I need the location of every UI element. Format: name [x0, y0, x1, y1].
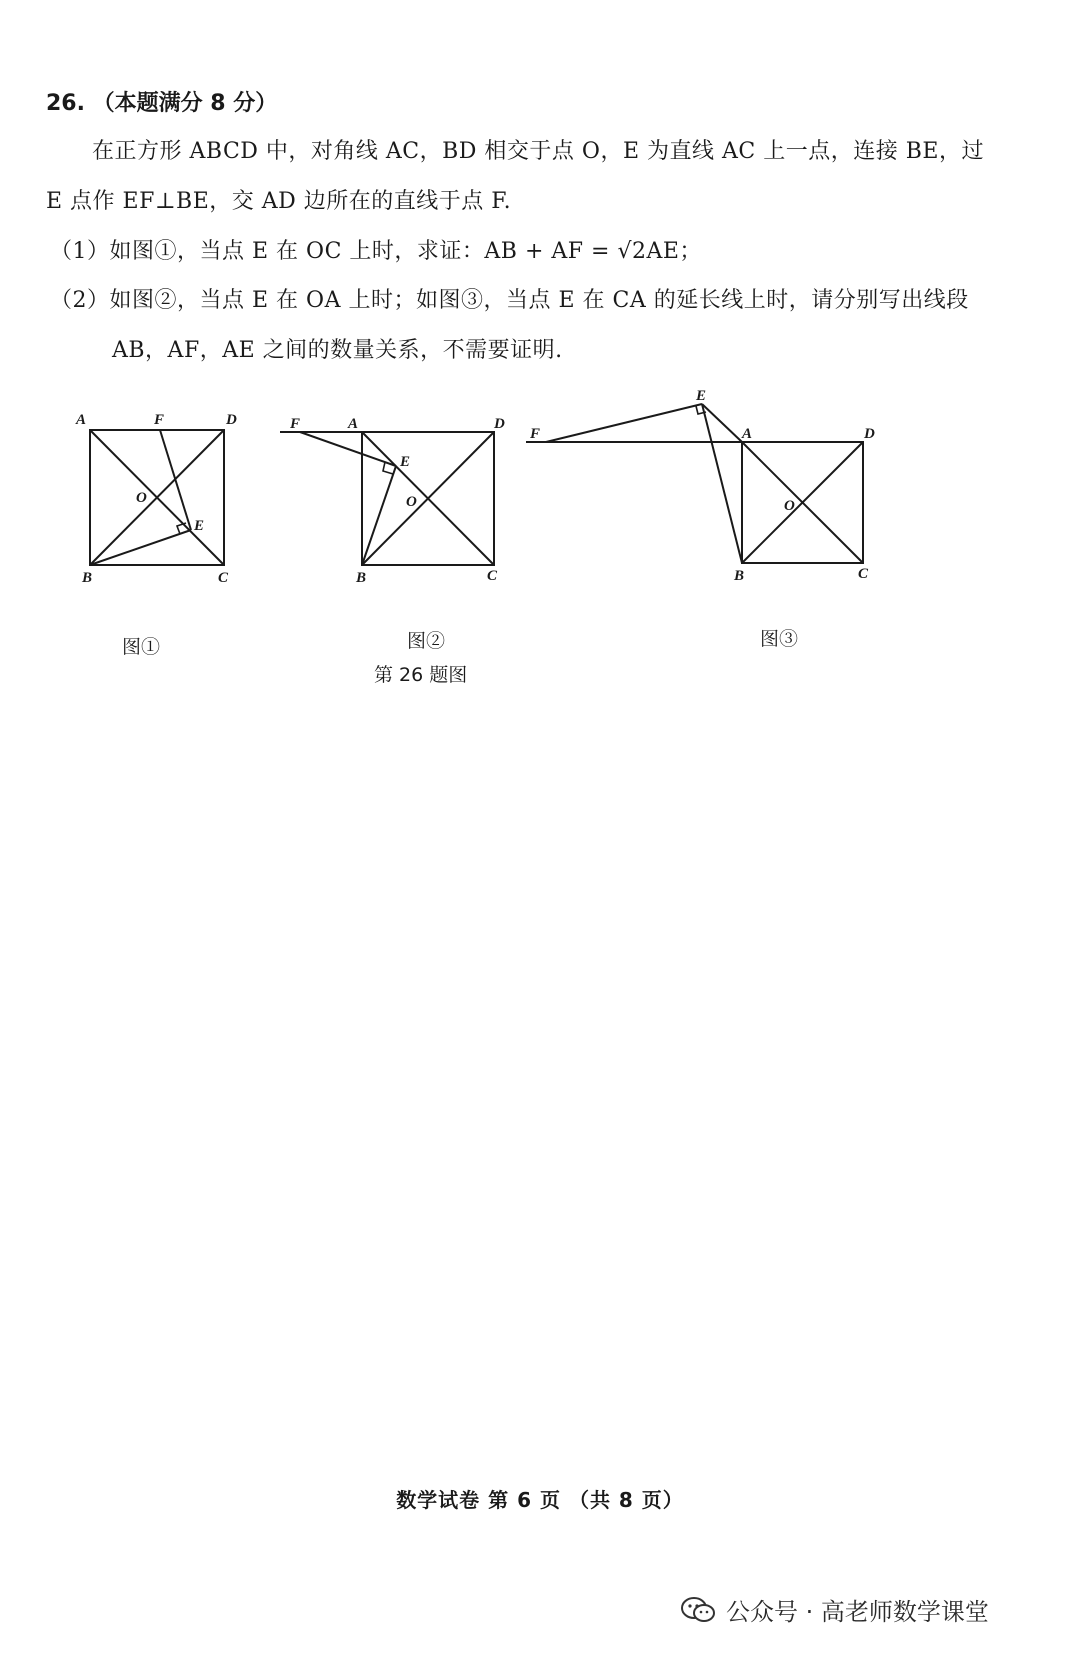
fig3-label-c: C [858, 566, 869, 582]
fig2-label-b: B [356, 570, 367, 586]
fig3-line-ca-extension [702, 404, 742, 442]
fig1-label-b: B [82, 570, 93, 586]
question-stem-line1: 在正方形 ABCD 中，对角线 AC，BD 相交于点 O，E 为直线 AC 上一点，连接 BE，过 [92, 139, 984, 164]
question-heading: 26. （本题满分 8 分） [46, 91, 278, 116]
figures-diagram [0, 370, 1080, 610]
fig2-label-a: A [348, 416, 359, 432]
fig3-segment-eb [702, 404, 742, 563]
fig3-label-a: A [742, 426, 753, 442]
fig1-label-e: E [194, 518, 205, 534]
question-part2-line1: （2）如图②，当点 E 在 OA 上时；如图③，当点 E 在 CA 的延长线上时，请分别写出线段 [50, 288, 969, 313]
fig1-label-a: A [76, 412, 87, 428]
page-footer: 数学试卷 第 6 页 （共 8 页） [396, 1488, 684, 1512]
fig3-label-b: B [734, 568, 745, 584]
figure-3 [526, 388, 875, 584]
fig1-label-o: O [136, 490, 147, 506]
fig1-segment-be [90, 530, 191, 565]
figure-1 [75, 412, 237, 586]
fig2-segment-fe [300, 432, 396, 466]
fig1-caption: 图① [122, 636, 161, 658]
fig1-label-f: F [154, 412, 165, 428]
question-part2-line2: AB，AF，AE 之间的数量关系，不需要证明. [112, 338, 563, 363]
fig3-label-e: E [696, 388, 707, 404]
fig1-label-d: D [226, 412, 237, 428]
fig1-label-c: C [218, 570, 229, 586]
wechat-icon [680, 1596, 716, 1624]
question-stem-line2: E 点作 EF⊥BE，交 AD 边所在的直线于点 F. [46, 189, 512, 214]
fig3-label-f: F [530, 426, 541, 442]
fig2-label-e: E [400, 454, 411, 470]
fig2-label-f: F [290, 416, 301, 432]
question-part1: （1）如图①，当点 E 在 OC 上时，求证：AB + AF = √2AE； [50, 239, 702, 264]
fig2-caption: 图② [407, 630, 446, 652]
fig2-label-d: D [494, 416, 505, 432]
fig3-label-o: O [784, 498, 795, 514]
fig3-label-d: D [864, 426, 875, 442]
watermark-text: 公众号 · 高老师数学课堂 [726, 1598, 989, 1626]
fig2-label-o: O [406, 494, 417, 510]
figure-group-caption: 第 26 题图 [374, 664, 468, 686]
fig2-segment-eb [362, 466, 396, 565]
figure-2 [280, 416, 505, 586]
watermark [680, 1592, 989, 1627]
fig3-segment-fe [546, 404, 702, 442]
fig2-label-c: C [487, 568, 498, 584]
fig3-caption: 图③ [760, 628, 799, 650]
